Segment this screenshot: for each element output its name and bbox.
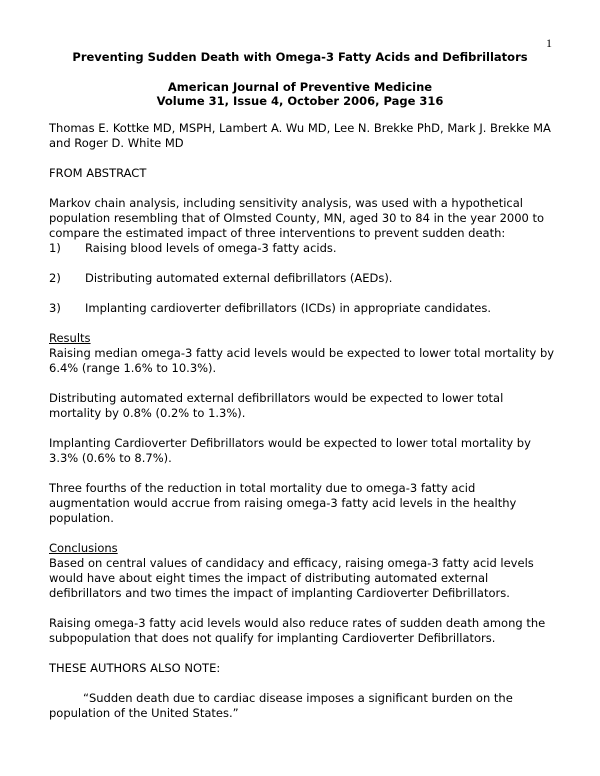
intro-paragraph: Markov chain analysis, including sensitivity analysis, was used with a hypothetical population resembling that of Olmsted County, MN, aged 30 to 84 in the year 2000 to compare the estimated impact of three interventions to prevent sudden death: bbox=[49, 196, 545, 240]
intervention-item bbox=[49, 271, 559, 286]
intervention-text: Raising blood levels of omega-3 fatty acids. bbox=[85, 241, 337, 255]
conclusions-heading: Conclusions bbox=[49, 541, 118, 555]
page-number: 1 bbox=[546, 36, 552, 50]
intervention-item bbox=[49, 301, 559, 316]
document-body bbox=[49, 121, 559, 721]
conclusions-paragraph: Based on central values of candidacy and efficacy, raising omega-3 fatty acid levels would have about eight times the impact of distributing automated external defibrillators and two times the impact of implanting Cardioverter Defibrillators. bbox=[49, 556, 534, 600]
document-title: Preventing Sudden Death with Omega-3 Fatty Acids and Defibrillators bbox=[72, 50, 528, 64]
results-paragraph: Raising median omega-3 fatty acid levels would be expected to lower total mortality by 6.4% (range 1.6% to 10.3%). bbox=[49, 346, 555, 375]
results-heading: Results bbox=[49, 331, 91, 345]
results-paragraph: Implanting Cardioverter Defibrillators would be expected to lower total mortality by 3.3% (0.6% to 8.7%). bbox=[49, 436, 531, 465]
conclusions-paragraph: Raising omega-3 fatty acid levels would also reduce rates of sudden death among the subpopulation that does not qualify for implanting Cardioverter Defibrillators. bbox=[49, 616, 546, 645]
intervention-number: 3) bbox=[49, 301, 61, 315]
journal-citation bbox=[0, 80, 600, 108]
also-note-heading: THESE AUTHORS ALSO NOTE: bbox=[49, 661, 221, 675]
intervention-text: Distributing automated external defibrillators (AEDs). bbox=[85, 271, 393, 285]
journal-volume-issue: Volume 31, Issue 4, October 2006, Page 316 bbox=[156, 94, 444, 108]
intervention-number: 1) bbox=[49, 241, 61, 255]
journal-name: American Journal of Preventive Medicine bbox=[167, 80, 433, 94]
from-abstract-heading: FROM ABSTRACT bbox=[49, 166, 147, 180]
results-paragraph: Distributing automated external defibrillators would be expected to lower total mortality by 0.8% (0.2% to 1.3%). bbox=[49, 391, 504, 420]
intervention-text: Implanting cardioverter defibrillators (ICDs) in appropriate candidates. bbox=[85, 301, 492, 315]
intervention-number: 2) bbox=[49, 271, 61, 285]
results-paragraph: Three fourths of the reduction in total mortality due to omega-3 fatty acid augmentation would accrue from raising omega-3 fatty acid levels in the healthy population. bbox=[49, 481, 517, 525]
authors: Thomas E. Kottke MD, MSPH, Lambert A. Wu MD, Lee N. Brekke PhD, Mark J. Brekke MA and Roger D. White MD bbox=[49, 121, 551, 150]
intervention-item bbox=[49, 241, 559, 256]
author-quote: “Sudden death due to cardiac disease imposes a significant burden on the population of the United States.” bbox=[49, 691, 513, 720]
